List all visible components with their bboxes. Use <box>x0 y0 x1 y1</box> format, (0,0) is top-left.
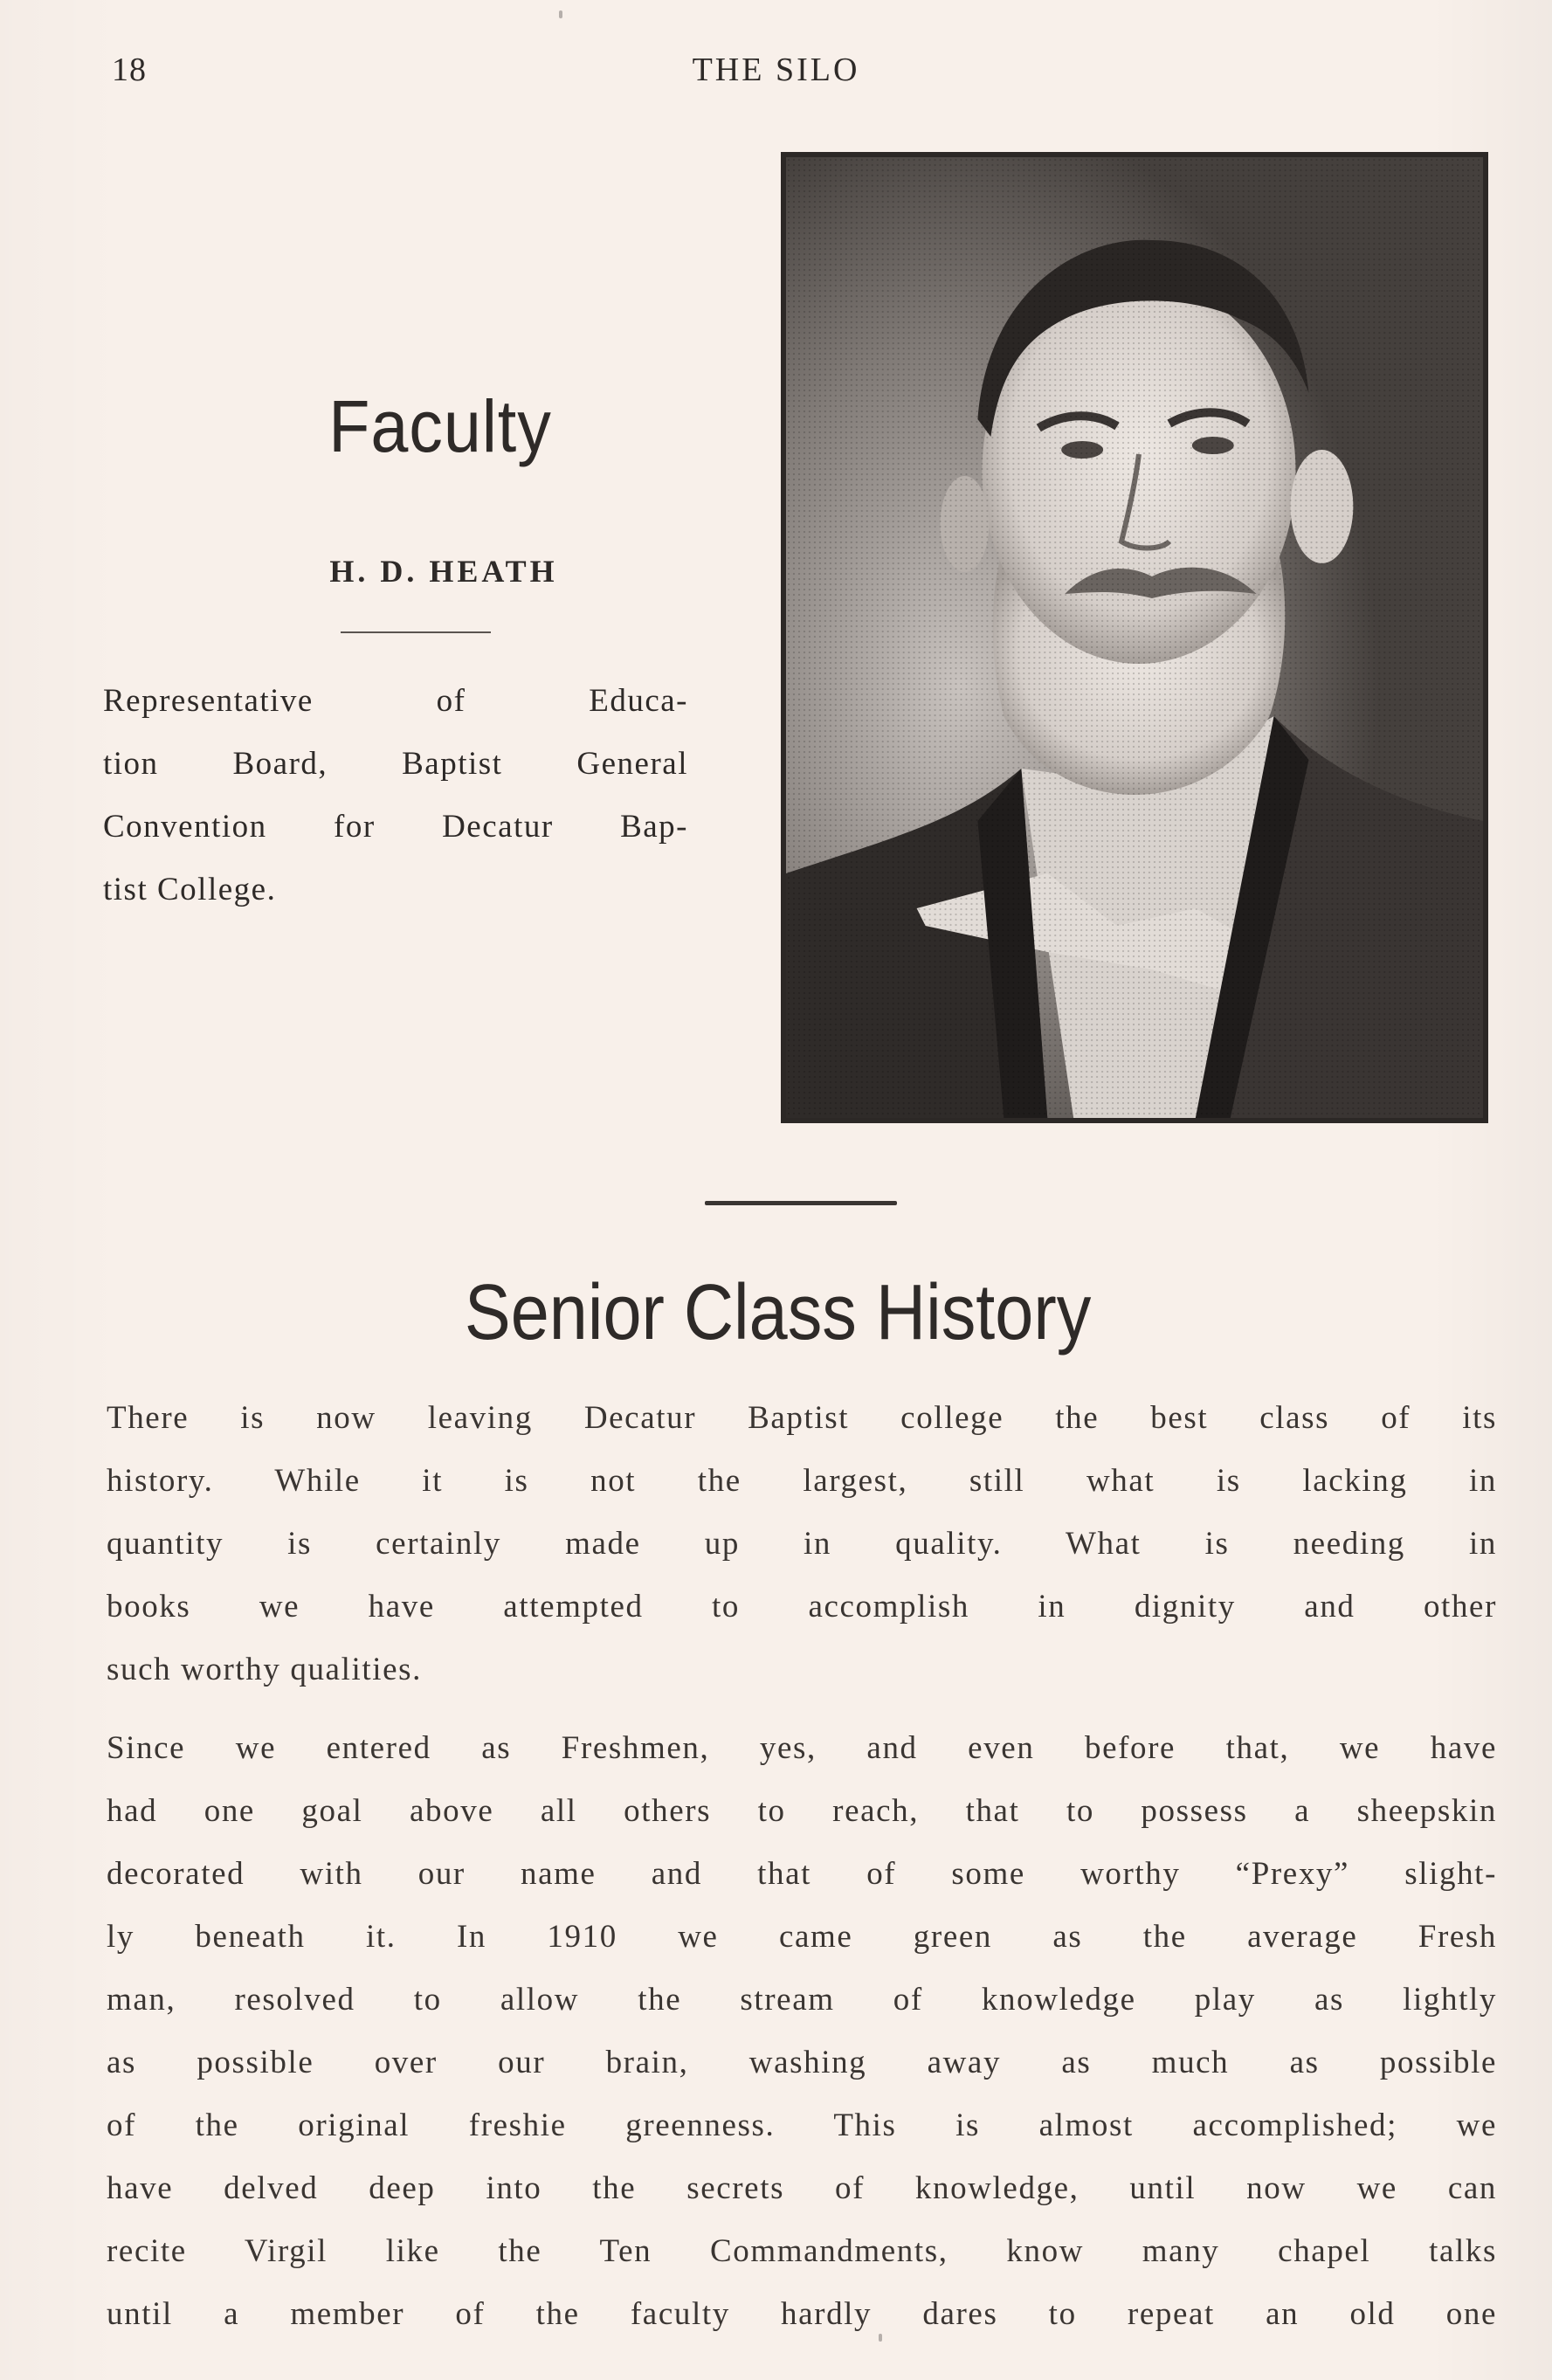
faculty-heading: Faculty <box>328 385 552 467</box>
text-line: had one goal above all others to reach, that to possess a sheepskin <box>107 1793 1497 1829</box>
text-line: have delved deep into the secrets of knowledge, until now we can <box>107 2170 1497 2206</box>
description-line: tist College. <box>103 872 277 907</box>
paper-speck <box>879 2334 882 2342</box>
faculty-section <box>103 384 697 921</box>
text-line: Since we entered as Freshmen, yes, and even before that, we have <box>107 1730 1497 1766</box>
paper-speck <box>559 10 562 18</box>
page-number: 18 <box>112 52 147 88</box>
portrait-photo <box>781 152 1488 1123</box>
text-line: books we have attempted to accomplish in dignity and other <box>107 1589 1497 1625</box>
portrait-illustration <box>786 157 1483 1118</box>
faculty-description <box>103 670 688 921</box>
text-line: as possible over our brain, washing away as much as possible <box>107 2045 1497 2080</box>
faculty-member-name: H. D. HEATH <box>329 554 558 589</box>
paragraph <box>107 1717 1497 2346</box>
description-line: Representative of Educa- <box>103 683 688 719</box>
running-head <box>0 51 1552 94</box>
text-line: decorated with our name and that of some worthy “Prexy” slight- <box>107 1856 1497 1892</box>
text-line: man, resolved to allow the stream of knowledge play as lightly <box>107 1982 1497 2018</box>
description-line: Convention for Decatur Bap- <box>103 809 688 845</box>
divider <box>341 631 491 633</box>
text-line: ly beneath it. In 1910 we came green as the average Fresh <box>107 1919 1497 1955</box>
text-line: until a member of the faculty hardly dares to repeat an old one <box>107 2296 1497 2332</box>
text-line: of the original freshie greenness. This is almost accomplished; we <box>107 2108 1497 2143</box>
paragraph <box>107 1387 1497 1701</box>
journal-title: THE SILO <box>692 52 860 88</box>
text-line: history. While it is not the largest, still what is lacking in <box>107 1463 1497 1499</box>
section-heading: Senior Class History <box>464 1269 1092 1356</box>
section-divider <box>705 1201 897 1205</box>
text-line: such worthy qualities. <box>107 1652 422 1687</box>
text-line: There is now leaving Decatur Baptist college the best class of its <box>107 1400 1497 1436</box>
senior-class-history-body <box>107 1387 1497 2362</box>
description-line: tion Board, Baptist General <box>103 746 688 782</box>
text-line: quantity is certainly made up in quality. What is needing in <box>107 1526 1497 1562</box>
text-line: recite Virgil like the Ten Commandments, know many chapel talks <box>107 2233 1497 2269</box>
